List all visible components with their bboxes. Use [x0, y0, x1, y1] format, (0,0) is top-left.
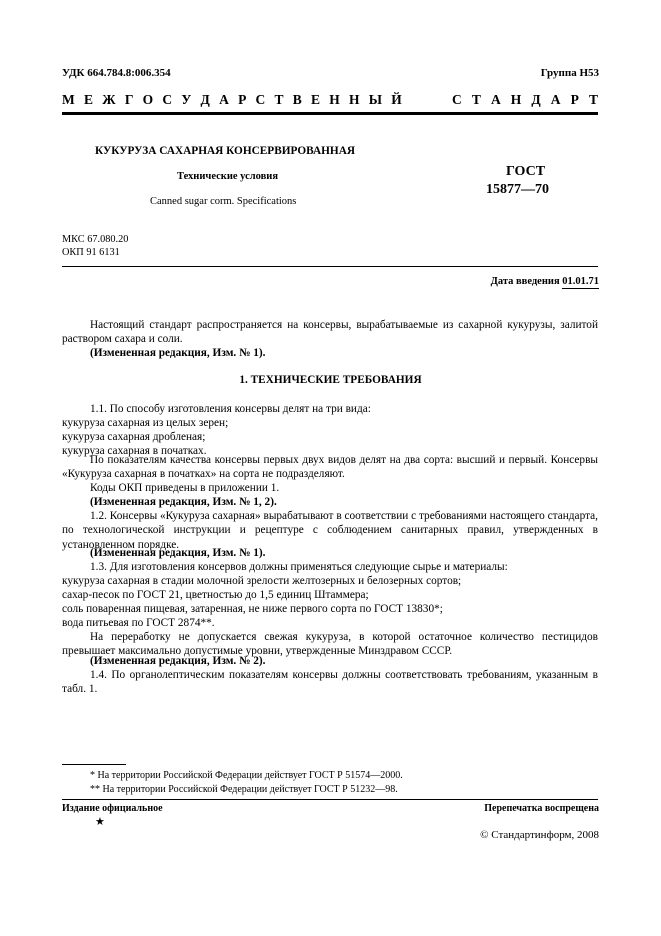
banner-letter: Т	[588, 92, 598, 107]
footer-rule	[62, 799, 598, 800]
intro-date-label: Дата введения	[490, 276, 560, 287]
banner-letter: Й	[391, 92, 402, 107]
banner-letter: Е	[311, 92, 321, 107]
banner-letter: Ы	[368, 92, 383, 107]
copyright: © Стандартинформ, 2008	[480, 829, 599, 841]
standard-banner	[62, 92, 598, 108]
banner-letter: А	[550, 92, 561, 107]
udk-code: УДК 664.784.8:006.354	[62, 67, 171, 79]
banner-letter: Т	[471, 92, 481, 107]
official-edition: Издание официальное	[62, 803, 163, 814]
banner-letter: Р	[570, 92, 579, 107]
clause-1-3: 1.3. Для изготовления консервов должны применяться следующие сырье и материалы:	[90, 561, 508, 573]
banner-letter: Р	[238, 92, 247, 107]
star-icon: ★	[95, 816, 105, 828]
banner-letter: Н	[510, 92, 522, 107]
clause-1-3-edit: (Измененная редакция, Изм. № 2).	[90, 655, 266, 667]
group-code: Группа Н53	[540, 67, 599, 79]
footnote-separator	[62, 764, 126, 765]
banner-letter: А	[219, 92, 229, 107]
clause-1-3-item: соль поваренная пищевая, затаренная, не ниже первого сорта по ГОСТ 13830*;	[62, 603, 443, 615]
top-section-rule	[62, 266, 598, 267]
clause-1-2-edit: (Измененная редакция, Изм. № 1).	[90, 547, 266, 559]
clause-1-2: 1.2. Консервы «Кукуруза сахарная» вырабатывают в соответствии с требованиями настоящего стандарта, по технологической инструкции и рецептуре с соблюдением санитарных правил, утвержденных в установленном порядке.	[62, 510, 598, 551]
banner-rule-thick	[62, 112, 598, 115]
banner-letter: О	[142, 92, 154, 107]
banner-letter: Д	[531, 92, 541, 107]
banner-letter: Д	[200, 92, 210, 107]
banner-letter: У	[181, 92, 192, 107]
clause-1-1-sorts: По показателям качества консервы первых двух видов делят на два сорта: высший и первый. Консервы «Кукуруза сахарная в початках» на сорта не подразделяют.	[62, 454, 598, 481]
banner-letter: Н	[329, 92, 340, 107]
english-title: Canned sugar corm. Specifications	[150, 196, 297, 207]
banner-letter: А	[490, 92, 501, 107]
intro-date-value: 01.01.71	[562, 276, 599, 287]
footnote: ** На территории Российской Федерации действует ГОСТ Р 51232—98.	[90, 784, 398, 795]
clause-1-4: 1.4. По органолептическим показателям консервы должны соответствовать требованиям, указанным в табл. 1.	[62, 669, 598, 696]
banner-letter: С	[255, 92, 266, 107]
clause-1-3-item: вода питьевая по ГОСТ 2874**.	[62, 617, 215, 629]
document-subtitle: Технические условия	[177, 171, 279, 182]
banner-letter: М	[62, 92, 75, 107]
clause-1-1-item: кукуруза сахарная в початках.	[62, 445, 207, 457]
intro-paragraph: Настоящий стандарт распространяется на консервы, вырабатываемые из сахарной кукурузы, залитой раствором сахара и соли.	[62, 319, 598, 346]
intro-date	[491, 276, 599, 287]
banner-letter: Н	[349, 92, 360, 107]
okp-code: ОКП 91 6131	[62, 247, 120, 258]
clause-1-1-edit: (Измененная редакция, Изм. № 1, 2).	[90, 496, 277, 508]
reprint-notice: Перепечатка воспрещена	[484, 803, 599, 814]
section-1-heading: 1. ТЕХНИЧЕСКИЕ ТРЕБОВАНИЯ	[239, 374, 422, 386]
clause-1-3-item: кукуруза сахарная в стадии молочной зрелости желтозерных и белозерных сортов;	[62, 575, 462, 587]
banner-interstate	[62, 92, 402, 108]
banner-letter: С	[452, 92, 462, 107]
gost-number: 15877—70	[486, 182, 549, 197]
banner-letter: Т	[274, 92, 284, 107]
clause-1-1-okp: Коды ОКП приведены в приложении 1.	[90, 482, 280, 494]
banner-standard	[452, 92, 598, 108]
mks-code: МКС 67.080.20	[62, 234, 129, 245]
document-title: КУКУРУЗА САХАРНАЯ КОНСЕРВИРОВАННАЯ	[95, 145, 356, 157]
gost-label: ГОСТ	[506, 164, 546, 179]
clause-1-3-item: сахар-песок по ГОСТ 21, цветностью до 1,5 единиц Штаммера;	[62, 589, 369, 601]
banner-letter: Е	[83, 92, 93, 107]
banner-letter: Г	[124, 92, 134, 107]
footnote: * На территории Российской Федерации действует ГОСТ Р 51574—2000.	[90, 770, 403, 781]
clause-1-1-item: кукуруза сахарная дробленая;	[62, 431, 206, 443]
intro-edit-note: (Измененная редакция, Изм. № 1).	[90, 347, 266, 359]
banner-letter: Ж	[102, 92, 116, 107]
banner-letter: С	[162, 92, 173, 107]
clause-1-3-pesticides: На переработку не допускается свежая кукуруза, в которой остаточное количество пестицидов превышает максимально допустимые уровни, утвержденные Минздравом СССР.	[62, 631, 598, 658]
clause-1-1-item: кукуруза сахарная из целых зерен;	[62, 417, 229, 429]
clause-1-1: 1.1. По способу изготовления консервы делят на три вида:	[90, 403, 371, 415]
banner-letter: В	[292, 92, 302, 107]
